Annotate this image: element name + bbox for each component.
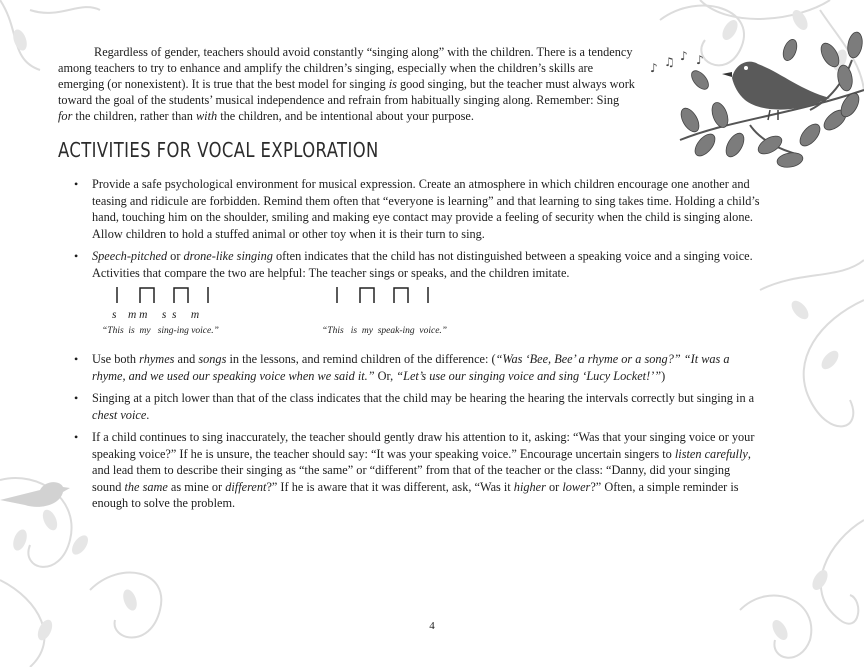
list-item: • Speech-pitched or drone-like singing often indicates that the child has not distinguished between a speaking voice and a singing voice. Activities that compare the two are helpful: The teacher sings or speaks, and the children imitate. s m m s s m “This is my sing-ing voice.” “This is my speak-ing voice.” bbox=[58, 248, 760, 345]
list-item: • If a child continues to sing inaccurately, the teacher should gently draw his attention to it, asking: “Was that your singing voice or your speaking voice?” If he is unsure, the teacher should say: “It was your speaking voice.” Encourage uncertain singers to listen carefully, and lead them to describe their singing as “the same” or “different” from that of the teacher or the class: “Danny, did your singing sound the same as mine or different?” If he is aware that it was different, ask, “Was it higher or lower?” Often, a simple reminder is enough to solve the problem. bbox=[58, 429, 760, 512]
spoken-rhythm-example bbox=[322, 285, 472, 336]
section-heading: ACTIVITIES FOR VOCAL EXPLORATION bbox=[58, 138, 379, 162]
svg-text:♪: ♪ bbox=[696, 53, 704, 67]
svg-text:♪: ♪ bbox=[650, 61, 658, 75]
spoken-rhythm-notation bbox=[332, 285, 462, 307]
intro-paragraph: Regardless of gender, teachers should avoid constantly “singing along” with the children. There is a tendency among teachers to try to enhance and amplify the children’s singing, especially when the children’s skills are emerging (or nonexistent). It is true that the best model for singing is good singing, but the teacher must always work toward the goal of the students’ musical independence and refrain from habitually singing along. Remember: Sing for the children, rather than with the children, and be intentional about your purpose. bbox=[58, 45, 635, 123]
list-item: • Use both rhymes and songs in the lessons, and remind children of the difference: (“Was ‘Bee, Bee’ a rhyme or a song?” “It was a rhyme, and we used our speaking voice when we said it.” Or, “Let’s use our singing voice and sing ‘Lucy Locket!’”) bbox=[58, 351, 760, 384]
svg-text:♫: ♫ bbox=[664, 55, 675, 69]
activity-list bbox=[58, 176, 758, 512]
page-content bbox=[58, 44, 758, 518]
list-item: • Singing at a pitch lower than that of the class indicates that the child may be hearing the hearing the intervals correctly but singing in a chest voice. bbox=[58, 390, 760, 423]
svg-text:♪: ♪ bbox=[680, 49, 688, 63]
page-number: 4 bbox=[429, 620, 435, 632]
solfa-syllables: s m m s s m bbox=[112, 309, 200, 321]
sung-lyric: “This is my sing-ing voice.” bbox=[102, 326, 219, 336]
list-item: • Provide a safe psychological environment for musical expression. Create an atmosphere in which children encourage one another and teasing and ridicule are forbidden. Remind them often that “everyone is learning” and that learning to sing takes time. Holding a child’s hand, touching him on the shoulder, smiling and making eye contact may provide a feeling of security when the child is singing alone. Allow children to hold a stuffed animal or other toy when it is their turn to sing. bbox=[58, 176, 760, 242]
rhythm-examples bbox=[92, 285, 760, 345]
sung-rhythm-example bbox=[102, 285, 242, 336]
spoken-lyric: “This is my speak-ing voice.” bbox=[322, 326, 448, 336]
sung-rhythm-notation bbox=[112, 285, 242, 307]
